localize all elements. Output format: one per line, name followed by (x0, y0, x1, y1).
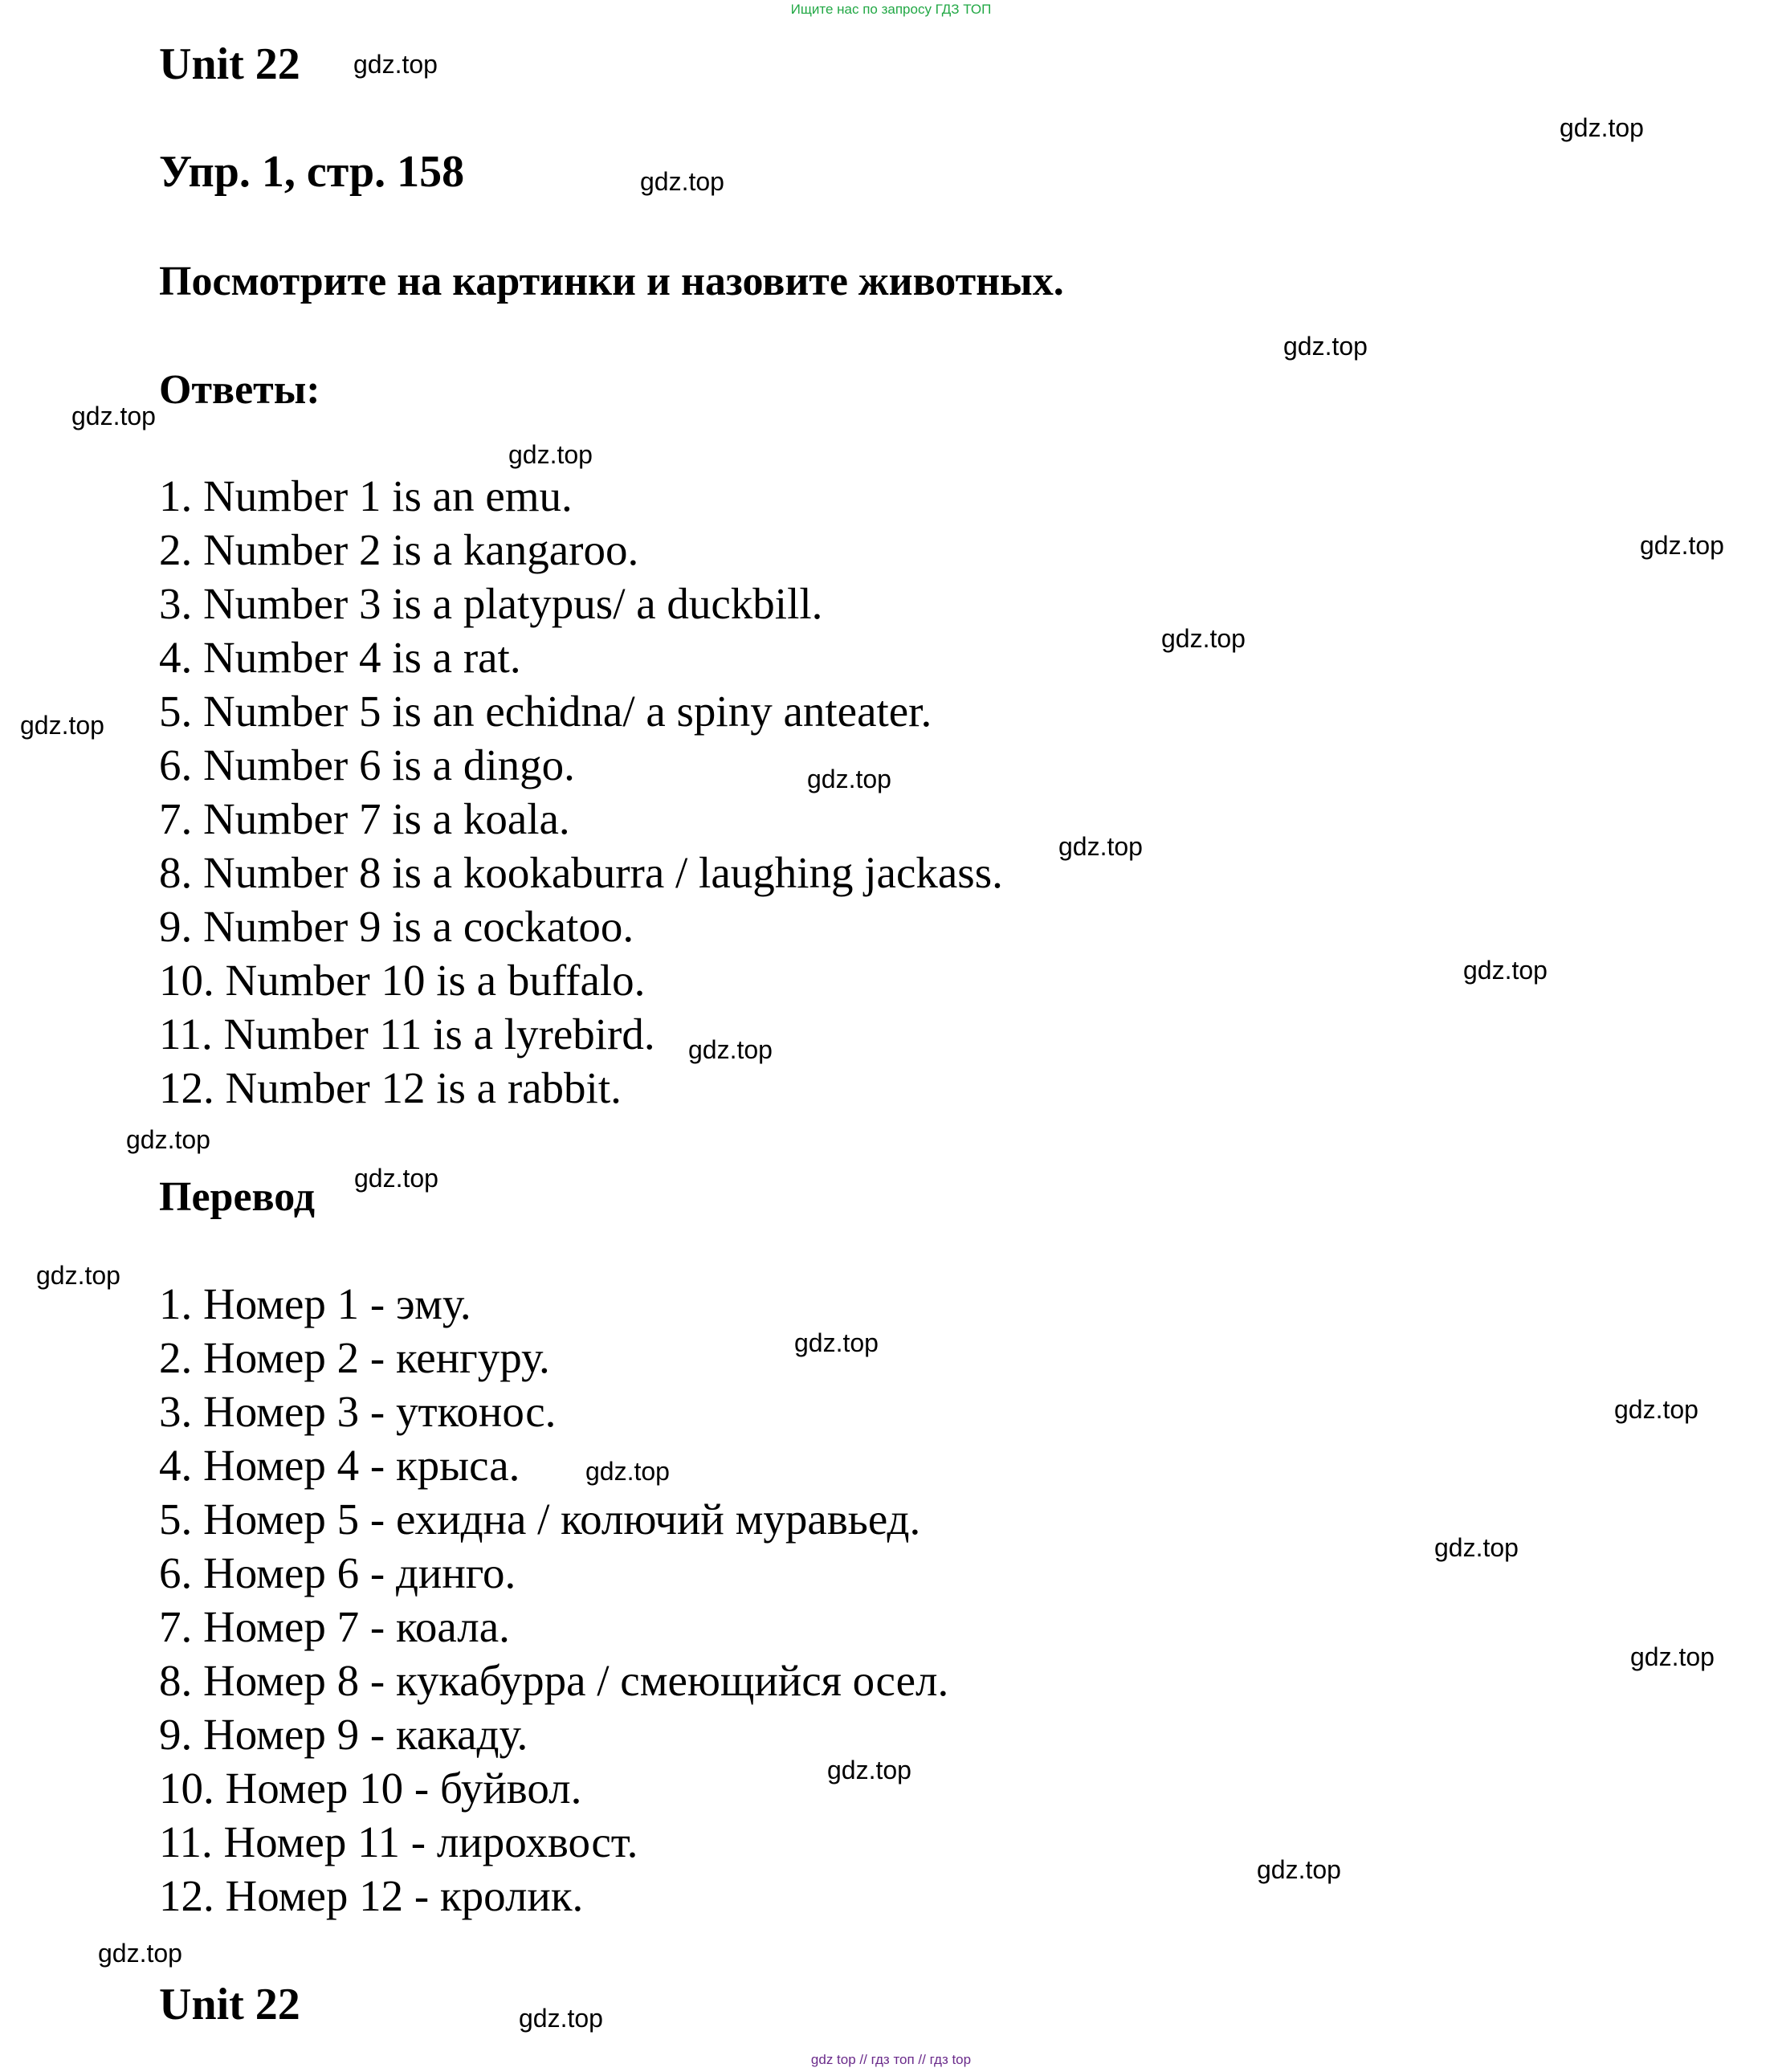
answer-item: 9. Number 9 is a cockatoo. (159, 902, 634, 951)
translation-item: 4. Номер 4 - крыса. (159, 1441, 520, 1490)
translation-item: 6. Номер 6 - динго. (159, 1548, 516, 1597)
watermark: gdz.top (1434, 1533, 1519, 1562)
watermark: gdz.top (807, 765, 891, 793)
top-banner: Ищите нас по запросу ГДЗ ТОП (790, 2, 992, 17)
watermark: gdz.top (36, 1261, 120, 1290)
answer-item: 5. Number 5 is an echidna/ a spiny anteater. (159, 687, 932, 736)
answer-item: 11. Number 11 is a lyrebird. (159, 1009, 655, 1058)
watermark: gdz.top (688, 1035, 773, 1064)
watermark: gdz.top (1463, 956, 1548, 985)
translation-item: 12. Номер 12 - кролик. (159, 1871, 584, 1920)
answer-item: 7. Number 7 is a koala. (159, 794, 570, 843)
watermark: gdz.top (71, 402, 156, 430)
watermark: gdz.top (1560, 113, 1644, 142)
task-instruction: Посмотрите на картинки и назовите животных. (159, 259, 1064, 304)
answer-item: 3. Number 3 is a platypus/ a duckbill. (159, 579, 823, 628)
watermark: gdz.top (794, 1328, 879, 1357)
watermark: gdz.top (519, 2004, 603, 2033)
answers-heading: Ответы: (159, 367, 320, 413)
answer-item: 12. Number 12 is a rabbit. (159, 1063, 622, 1112)
bottom-unit-title: Unit 22 (159, 1980, 300, 2029)
watermark: gdz.top (353, 50, 438, 79)
watermark: gdz.top (827, 1756, 911, 1784)
watermark: gdz.top (126, 1125, 210, 1154)
watermark: gdz.top (354, 1164, 438, 1193)
translation-item: 3. Номер 3 - утконос. (159, 1387, 557, 1436)
translation-item: 10. Номер 10 - буйвол. (159, 1764, 582, 1813)
translation-item: 11. Номер 11 - лирохвост. (159, 1817, 638, 1866)
translation-item: 5. Номер 5 - ехидна / колючий муравьед. (159, 1495, 921, 1544)
watermark: gdz.top (1283, 332, 1368, 361)
answer-item: 6. Number 6 is a dingo. (159, 740, 575, 789)
translation-item: 8. Номер 8 - кукабурра / смеющийся осел. (159, 1656, 949, 1705)
watermark: gdz.top (20, 711, 104, 740)
watermark: gdz.top (1257, 1855, 1341, 1884)
watermark: gdz.top (1614, 1395, 1698, 1424)
answer-item: 4. Number 4 is a rat. (159, 633, 521, 682)
watermark: gdz.top (1058, 832, 1143, 861)
footer-banner: gdz top // гдз топ // гдз top (810, 2052, 972, 2067)
watermark: gdz.top (640, 167, 724, 196)
answer-item: 1. Number 1 is an emu. (159, 471, 573, 520)
watermark: gdz.top (1161, 624, 1246, 653)
watermark: gdz.top (1630, 1642, 1715, 1671)
answer-item: 8. Number 8 is a kookaburra / laughing jackass. (159, 848, 1003, 897)
translation-item: 1. Номер 1 - эму. (159, 1279, 471, 1328)
translation-item: 2. Номер 2 - кенгуру. (159, 1333, 550, 1382)
answer-item: 2. Number 2 is a kangaroo. (159, 525, 639, 574)
exercise-reference: Упр. 1, стр. 158 (159, 147, 465, 197)
unit-title: Unit 22 (159, 39, 300, 89)
translation-item: 7. Номер 7 - коала. (159, 1602, 510, 1651)
translation-list (159, 1277, 948, 1923)
watermark: gdz.top (585, 1457, 670, 1486)
translation-item: 9. Номер 9 - какаду. (159, 1710, 528, 1759)
watermark: gdz.top (1640, 531, 1724, 560)
watermark: gdz.top (98, 1939, 182, 1968)
translation-heading: Перевод (159, 1174, 316, 1220)
answer-item: 10. Number 10 is a buffalo. (159, 956, 646, 1005)
watermark: gdz.top (508, 440, 593, 469)
